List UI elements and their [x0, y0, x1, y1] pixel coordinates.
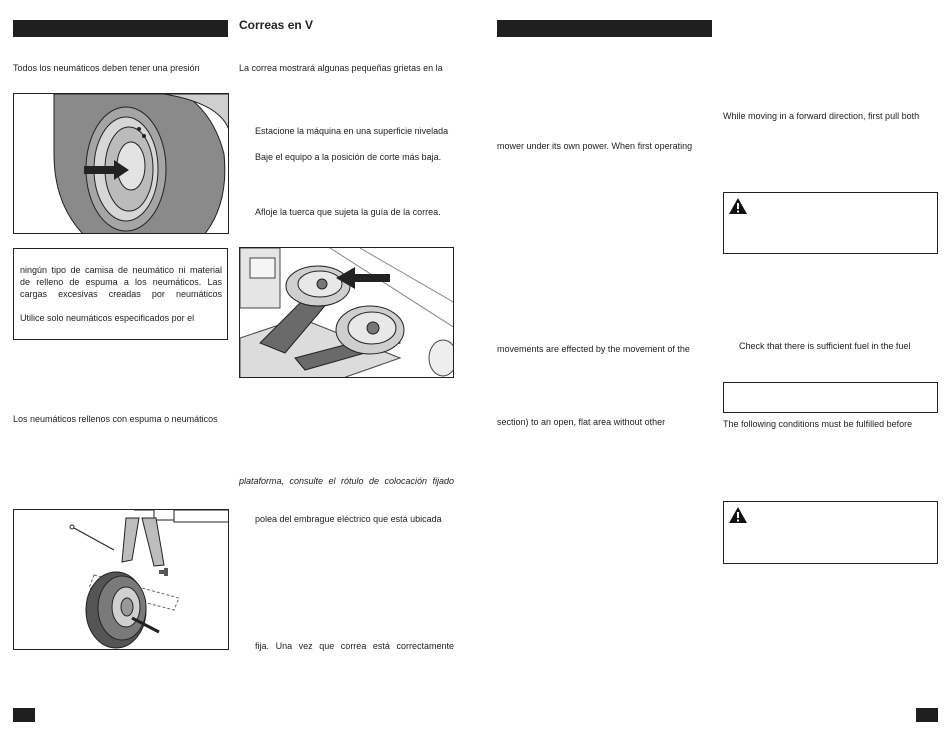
tire-pressure-text: Todos los neumáticos deben tener una presión [13, 63, 200, 73]
belt-step-2: Baje el equipo a la posición de corte más baja. [255, 152, 442, 162]
tire-wheel-illustration [14, 94, 229, 234]
right-header-bar [497, 20, 712, 37]
tire-warning-box [13, 248, 228, 340]
tire-warning-line-2: de relleno de espuma a los neumáticos. Las [20, 277, 222, 287]
warning-box-1 [723, 192, 938, 254]
open-area-text: section) to an open, flat area without other [497, 417, 666, 427]
belt-pulley-illustration [240, 248, 454, 378]
warning-box-2 [723, 501, 938, 564]
belt-illustration-frame [239, 247, 454, 378]
belt-step-4: polea del embrague eléctrico que está ubicada [255, 514, 442, 524]
tire-warning-line-4: Utilice solo neumáticos especificados por el [20, 313, 195, 323]
belt-step-3: Afloje la tuerca que sujeta la guía de la correa. [255, 207, 441, 217]
caster-illustration-frame [13, 509, 229, 650]
tire-warning-line-3: cargas excesivas creadas por neumáticos [20, 289, 222, 299]
belt-step-1: Estacione la máquina en una superficie nivelada [255, 126, 449, 136]
movements-text: movements are effected by the movement of the [497, 344, 690, 354]
fuel-check-text: Check that there is sufficient fuel in the fuel [739, 341, 911, 351]
left-header-bar [13, 20, 228, 37]
belt-cracks-text: La correa mostrará algunas pequeñas grietas en la [239, 63, 443, 73]
foam-tires-text: Los neumáticos rellenos con espuma o neumáticos [13, 414, 218, 424]
right-page-number-tab [916, 708, 938, 722]
warning-triangle-icon [728, 506, 748, 524]
caster-wheel-illustration [14, 510, 229, 650]
belt-step-5: fija. Una vez que correa está correctamente [255, 641, 454, 651]
tire-illustration-frame [13, 93, 229, 234]
left-page-number-tab [13, 708, 35, 722]
conditions-text: The following conditions must be fulfilled before [723, 419, 913, 429]
note-box [723, 382, 938, 413]
tire-warning-line-1: ningún tipo de camisa de neumático ni material [20, 265, 222, 275]
belt-decal-italic-text: plataforma, consulte el rótulo de colocación fijado [239, 476, 454, 486]
forward-direction-text: While moving in a forward direction, first pull both [723, 111, 920, 121]
v-belts-heading: Correas en V [239, 18, 314, 32]
warning-triangle-icon [728, 197, 748, 215]
mower-power-text: mower under its own power. When first operating [497, 141, 693, 151]
